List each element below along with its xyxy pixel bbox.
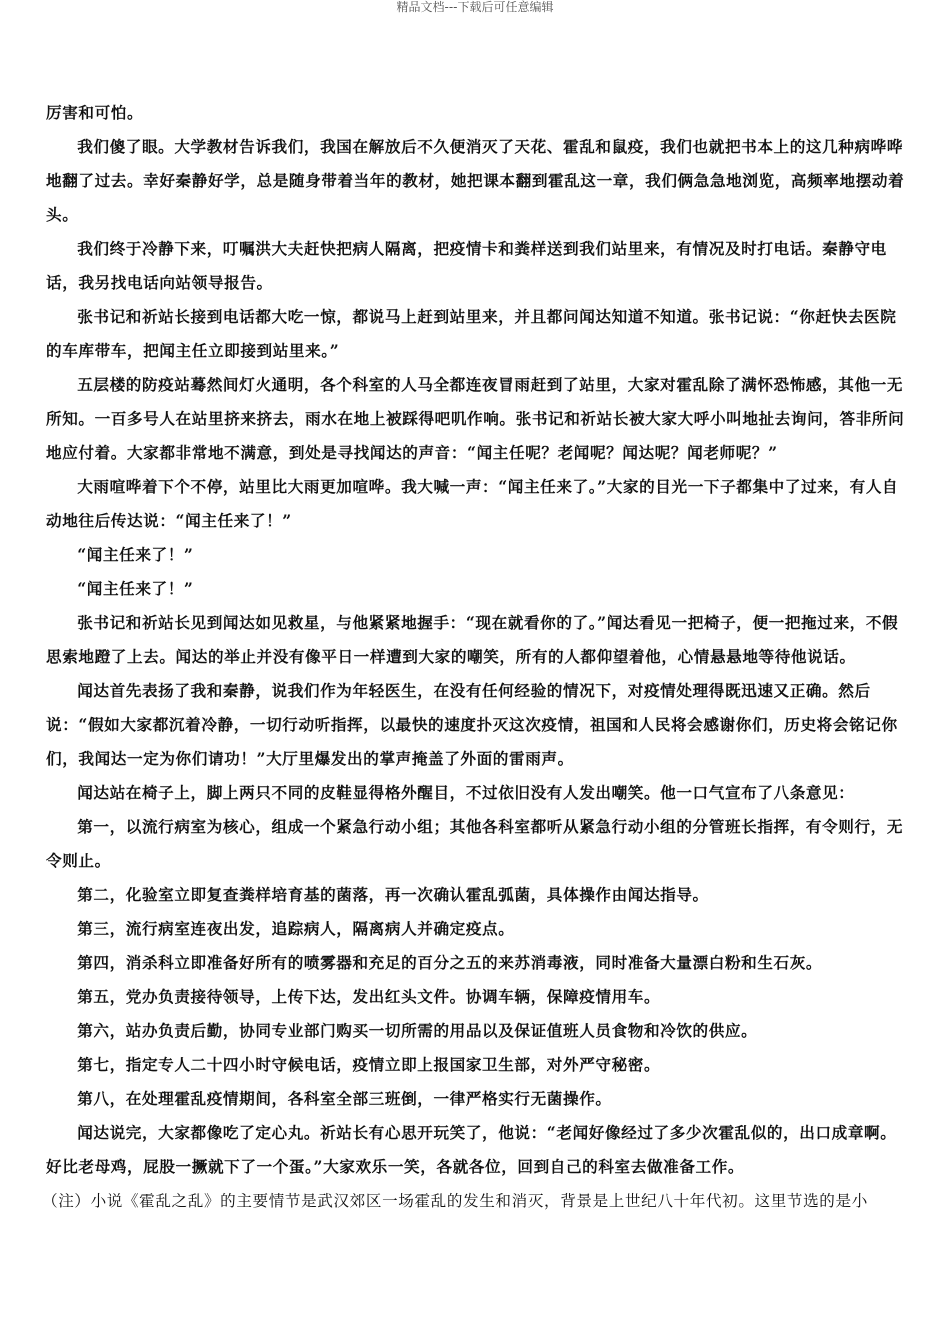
- document-body: [42, 96, 912, 1218]
- paragraph: 我们终于冷静下来，叮嘱洪大夫赶快把病人隔离，把疫情卡和粪样送到我们站里来，有情况及时打电话。秦静守电话，我另找电话向站领导报告。: [46, 239, 887, 292]
- paragraph: “闻主任来了！”: [77, 579, 194, 598]
- page-header: 精品文档---下载后可任意编辑: [396, 0, 554, 14]
- list-item: 第三，流行病室连夜出发，追踪病人，隔离病人并确定疫点。: [77, 919, 515, 938]
- list-item: 第五，党办负责接待领导，上传下达，发出红头文件。协调车辆，保障疫情用车。: [77, 987, 661, 1006]
- paragraph: 闻达首先表扬了我和秦静，说我们作为年轻医生，在没有任何经验的情况下，对疫情处理得既迅速又正确。然后说：“假如大家都沉着冷静，一切行动听指挥，以最快的速度扑灭这次疫情，祖国和人民将会感谢你们，历史将会铭记你们，我闻达一定为你们请功！”大厅里爆发出的掌声掩盖了外面的雷雨声。: [46, 681, 898, 768]
- paragraph: 大雨喧哗着下个不停，站里比大雨更加喧哗。我大喊一声：“闻主任来了。”大家的目光一下子都集中了过来，有人自动地往后传达说：“闻主任来了！”: [46, 477, 899, 530]
- list-item: 第七，指定专人二十四小时守候电话，疫情立即上报国家卫生部，对外严守秘密。: [77, 1055, 661, 1074]
- paragraph: “闻主任来了！”: [77, 545, 194, 564]
- paragraph: 闻达站在椅子上，脚上两只不同的皮鞋显得格外醒目，不过依旧没有人发出嘲笑。他一口气宣布了八条意见：: [77, 783, 855, 802]
- footnote: （注）小说《霍乱之乱》的主要情节是武汉郊区一场霍乱的发生和消灭，背景是上世纪八十年代初。这里节选的是小: [42, 1192, 868, 1210]
- list-item: 第一，以流行病室为核心，组成一个紧急行动小组；其他各科室都听从紧急行动小组的分管班长指挥，有令则行，无令则止。: [46, 817, 904, 870]
- paragraph: 厉害和可怕。: [46, 103, 144, 122]
- list-item: 第六，站办负责后勤，协同专业部门购买一切所需的用品以及保证值班人员食物和冷饮的供应。: [77, 1021, 758, 1040]
- paragraph: 闻达说完，大家都像吃了定心丸。祈站长有心思开玩笑了，他说：“老闻好像经过了多少次霍乱似的，出口成章啊。好比老母鸡，屁股一撅就下了一个蛋。”大家欢乐一笑，各就各位，回到自己的科室去做准备工作。: [46, 1123, 897, 1176]
- list-item: 第四，消杀科立即准备好所有的喷雾器和充足的百分之五的来苏消毒液，同时准备大量漂白粉和生石灰。: [77, 953, 823, 972]
- paragraph: 张书记和祈站长见到闻达如见救星，与他紧紧地握手：“现在就看你的了。”闻达看见一把椅子，便一把拖过来，不假思索地蹬了上去。闻达的举止并没有像平日一样遭到大家的嘲笑，所有的人都仰望着他，心情悬悬地等待他说话。: [46, 613, 899, 666]
- list-item: 第二，化验室立即复查粪样培育基的菌落，再一次确认霍乱弧菌，具体操作由闻达指导。: [77, 885, 709, 904]
- paragraph: 五层楼的防疫站蓦然间灯火通明，各个科室的人马全都连夜冒雨赶到了站里，大家对霍乱除了满怀恐怖感，其他一无所知。一百多号人在站里挤来挤去，雨水在地上被踩得吧叽作响。张书记和祈站长被大家大呼小叫地扯去询问，答非所问地应付着。大家都非常地不满意，到处是寻找闻达的声音：“闻主任呢？老闻呢？闻达呢？闻老师呢？”: [46, 375, 905, 462]
- paragraph: 我们傻了眼。大学教材告诉我们，我国在解放后不久便消灭了天花、霍乱和鼠疫，我们也就把书本上的这几种病哗哗地翻了过去。幸好秦静好学，总是随身带着当年的教材，她把课本翻到霍乱这一章，我们俩急急地浏览，高频率地摆动着头。: [46, 137, 905, 224]
- paragraph: 张书记和祈站长接到电话都大吃一惊，都说马上赶到站里来，并且都问闻达知道不知道。张书记说：“你赶快去医院的车库带车，把闻主任立即接到站里来。”: [46, 307, 897, 360]
- list-item: 第八，在处理霍乱疫情期间，各科室全部三班倒，一律严格实行无菌操作。: [77, 1089, 612, 1108]
